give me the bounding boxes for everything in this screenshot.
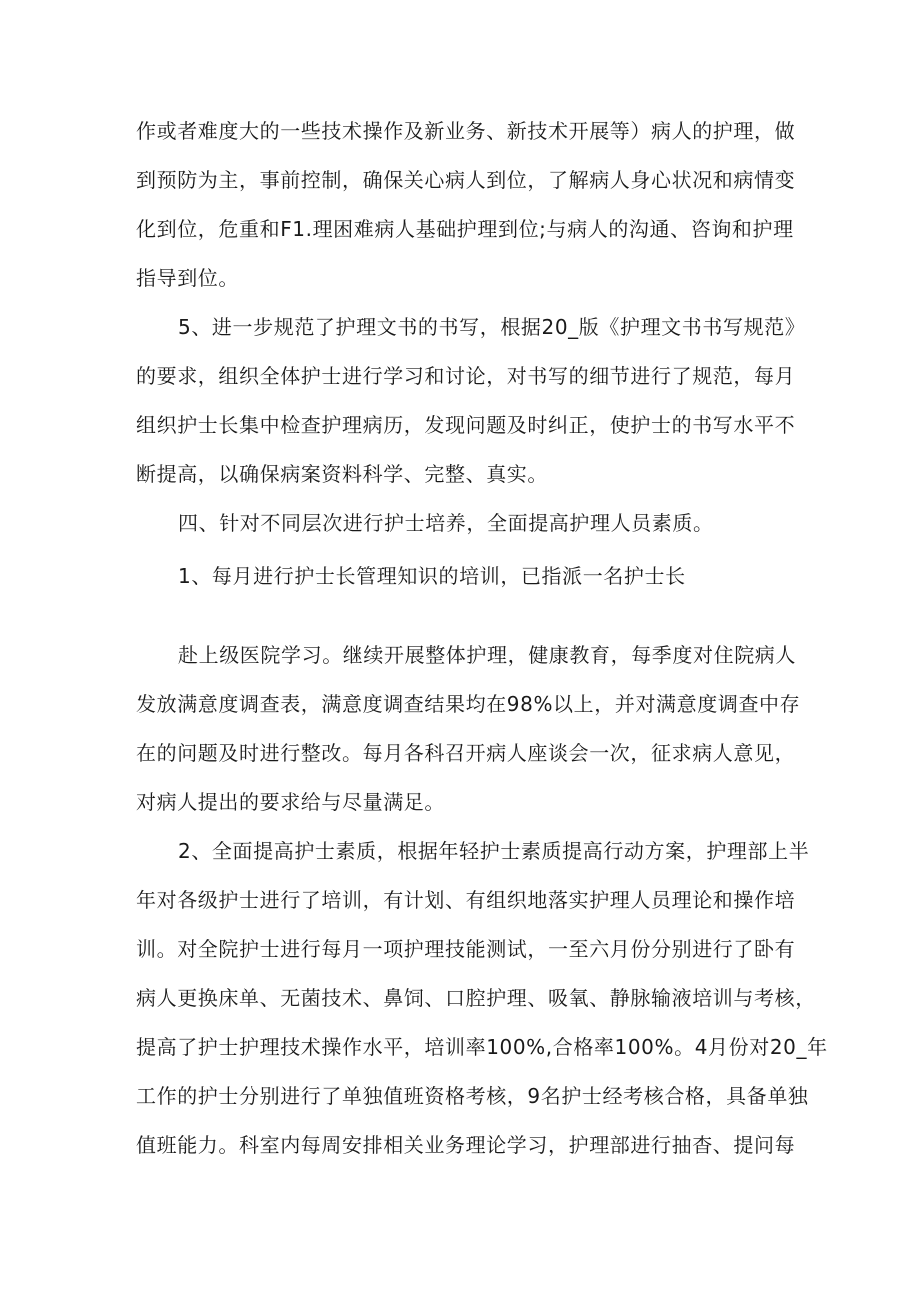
- text-line-8: 断提高，以确保病案资料科学、完整、真实。: [136, 462, 548, 486]
- text-line-13: 在的问题及时进行整改。每月各科召开病人座谈会一次，征求病人意见，: [136, 741, 796, 765]
- text-line-21: 值班能力。科室内每周安排相关业务理论学习，护理部进行抽杳、提问每: [136, 1133, 796, 1157]
- text-line-17: 训。对全院护士进行每月一项护理技能测试，一至六月份分别进行了卧有: [136, 937, 796, 961]
- text-line-2: 到预防为主，事前控制，确保关心病人到位，了解病人身心状况和病情变: [136, 168, 796, 192]
- section-heading: 四、针对不同层次进行护士培养，全面提高护理人员素质。: [178, 511, 714, 535]
- text-line-11: 赴上级医院学习。继续开展整体护理，健康教育，每季度对住院病人: [178, 643, 796, 667]
- text-line-4: 指导到位。: [136, 266, 239, 290]
- text-line-20: 工作的护士分别进行了单独值班资格考核，9名护士经考核合格，具备单独: [136, 1084, 809, 1108]
- text-line-6: 的要求，组织全体护士进行学习和讨论，对书写的细节进行了规范，每月: [136, 364, 796, 388]
- text-line-5: 5、进一步规范了护理文书的书写，根据20_版《护理文书书写规范》: [178, 315, 806, 339]
- text-line-10: 1、每月进行护士长管理知识的培训，已指派一名护士长: [178, 564, 686, 588]
- text-line-19: 提高了护士护理技术操作水平，培训率100%,合格率100%。4月份对20_年: [136, 1035, 828, 1059]
- text-line-16: 年对各级护士进行了培训，有计划、有组织地落实护理人员理论和操作培: [136, 888, 796, 912]
- text-line-15: 2、全面提高护士素质，根据年轻护士素质提高行动方案，护理部上半: [178, 839, 810, 863]
- text-line-18: 病人更换床单、无菌技术、鼻饲、口腔护理、吸氧、静脉输液培训与考核，: [136, 986, 816, 1010]
- text-line-3: 化到位，危重和F1.理困难病人基础护理到位;与病人的沟通、咨询和护理: [136, 217, 794, 241]
- text-line-14: 对病人提出的要求给与尽量满足。: [136, 790, 445, 814]
- text-line-12: 发放满意度调查表，满意度调查结果均在98%以上，并对满意度调查中存: [136, 692, 801, 716]
- text-line-7: 组织护士长集中检查护理病历，发现问题及时纠正，使护士的书写水平不: [136, 413, 796, 437]
- text-line-1: 作或者难度大的一些技术操作及新业务、新技术开展等）病人的护理，做: [136, 119, 796, 143]
